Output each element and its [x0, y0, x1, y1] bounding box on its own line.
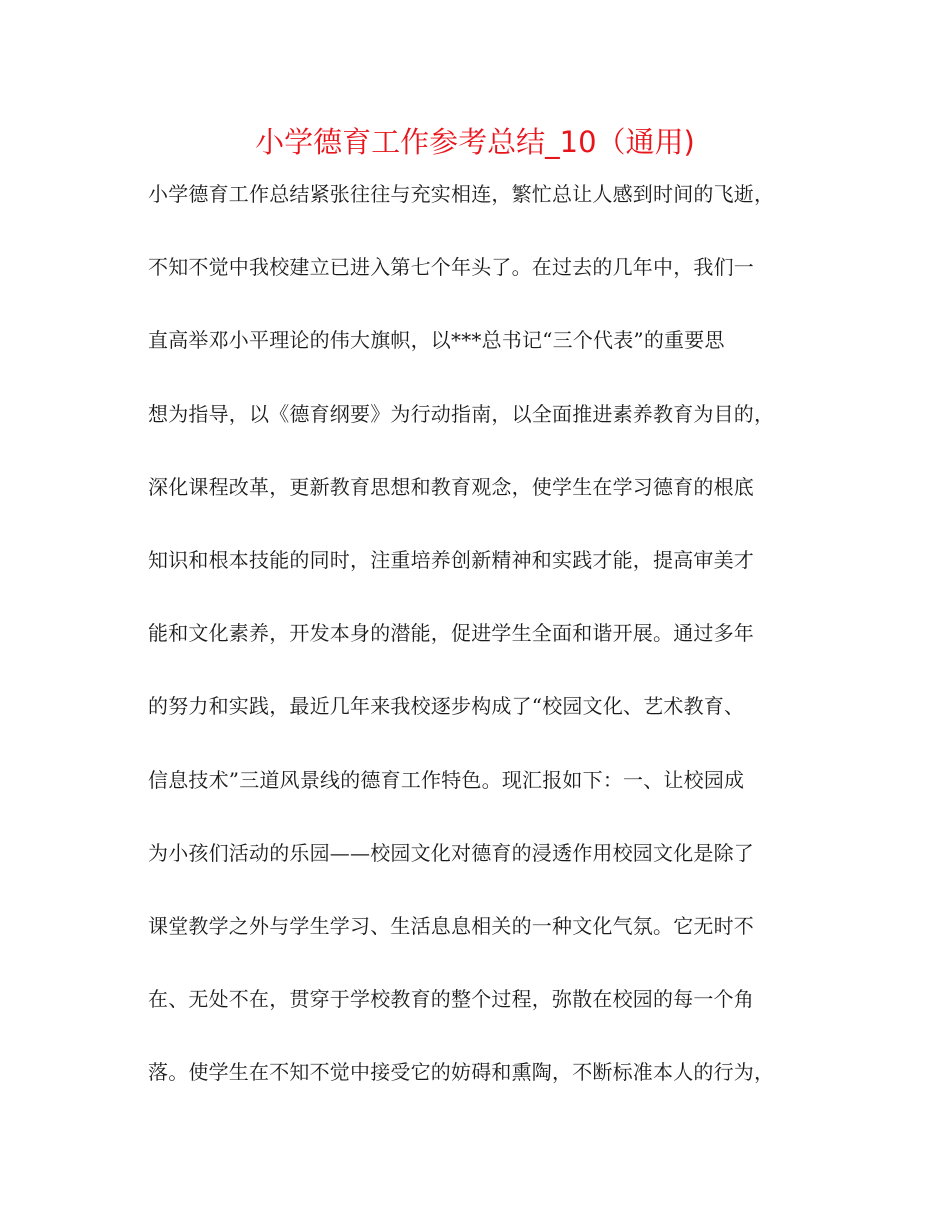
body-line: 知识和根本技能的同时，注重培养创新精神和实践才能，提高审美才 [148, 547, 754, 572]
body-line: 直高举邓小平理论的伟大旗帜，以***总书记“三个代表”的重要思 [148, 328, 725, 353]
body-line: 在、无处不在，贯穿于学校教育的整个过程，弥散在校园的每一个角 [148, 987, 754, 1012]
document-title: 小学德育工作参考总结_10（通用) [255, 125, 695, 159]
body-line: 课堂教学之外与学生学习、生活息息相关的一种文化气氛。它无时不 [148, 913, 754, 938]
body-line: 想为指导，以《德育纲要》为行动指南，以全面推进素养教育为目的， [148, 401, 775, 426]
document-body [148, 170, 828, 1121]
body-line: 落。使学生在不知不觉中接受它的妨碍和熏陶，不断标准本人的行为， [148, 1060, 775, 1085]
body-line: 能和文化素养，开发本身的潜能，促进学生全面和谐开展。通过多年 [148, 621, 754, 646]
body-line: 深化课程改革，更新教育思想和教育观念，使学生在学习德育的根底 [148, 474, 754, 499]
body-line: 的努力和实践，最近几年来我校逐步构成了“校园文化、艺术教育、 [148, 694, 745, 719]
body-line: 信息技术”三道风景线的德育工作特色。现汇报如下：一、让校园成 [148, 767, 745, 792]
body-line: 为小孩们活动的乐园——校园文化对德育的浸透作用校园文化是除了 [148, 840, 754, 865]
body-line: 不知不觉中我校建立已进入第七个年头了。在过去的几年中，我们一 [148, 255, 754, 280]
body-line: 小学德育工作总结紧张往往与充实相连，繁忙总让人感到时间的飞逝， [148, 182, 775, 206]
